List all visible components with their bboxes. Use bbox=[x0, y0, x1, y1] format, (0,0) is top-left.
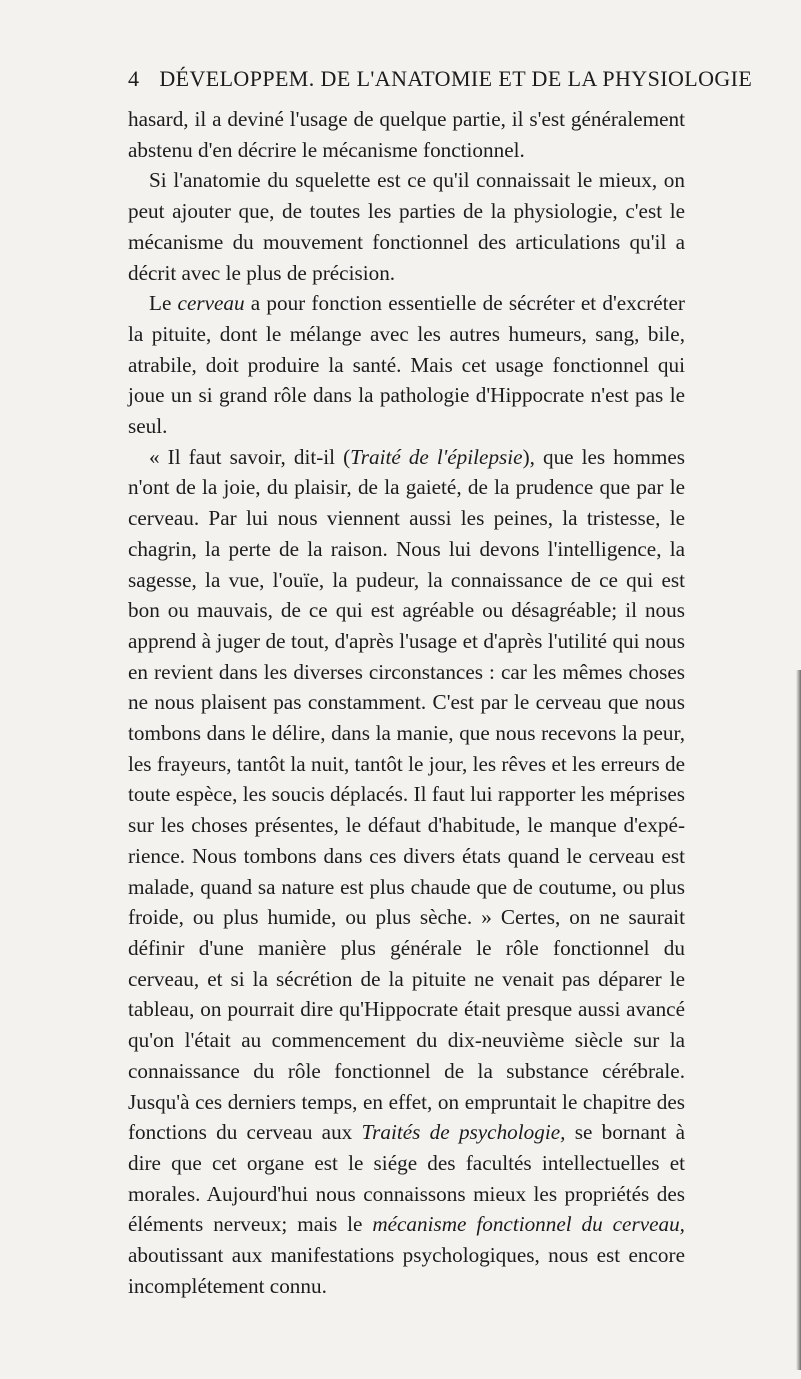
italic-run: cerveau bbox=[177, 291, 245, 316]
text-run: aboutissant aux manifestations psychologiques, nous est encore incomplétement connu. bbox=[128, 1243, 685, 1298]
paragraph bbox=[128, 165, 685, 288]
text-run: se bornant à dire que cet organe est le siége des facultés intellectuelles et morales. Aujourd'hui nous connaissons mieux les propriétés des éléments nerveux; mais le bbox=[128, 1120, 685, 1237]
text-run: a pour fonction essentielle de sécréter et d'excréter la pituite, dont le mélange avec les autres humeurs, sang, bile, atrabile, doit produire la santé. Mais cet usage fonctionnel qui joue un si grand rôle dans la pathologie d'Hippocrate n'est pas le seul. bbox=[128, 291, 685, 439]
paragraph bbox=[128, 104, 685, 165]
paragraph bbox=[128, 288, 685, 442]
text-run: « Il faut savoir, dit-il ( bbox=[149, 444, 351, 469]
running-title: DÉVELOPPEM. DE L'ANATOMIE ET DE LA PHYSIOLOGIE bbox=[159, 66, 753, 91]
italic-run: mécanisme fonctionnel du cerveau, bbox=[372, 1212, 685, 1237]
page-edge-shadow bbox=[796, 670, 801, 1370]
text-run: hasard, il a deviné l'usage de quelque partie, il s'est généralement abstenu d'en décrire le mécanisme fonctionnel. bbox=[128, 107, 685, 162]
page-number: 4 bbox=[128, 66, 140, 91]
text-run: Si l'anatomie du squelette est ce qu'il connaissait le mieux, on peut ajouter que, de toutes les parties de la physiologie, c'est le mécanisme du mouvement fonctionnel des articulations qu'il a décrit avec le plus de précision. bbox=[128, 168, 685, 285]
italic-run: Traité de l'épilepsie bbox=[350, 444, 523, 469]
italic-run: Traités de psychologie, bbox=[361, 1120, 566, 1145]
paragraph bbox=[128, 442, 685, 1302]
running-header bbox=[128, 66, 753, 92]
text-run: ), que les hommes n'ont de la joie, du plaisir, de la gaieté, de la prudence que par le cerveau. Par lui nous viennent aussi les peines, la tristesse, le chagrin, la perte de la raison. Nous lui devons l'intelligence, la sagesse, la vue, l'ouïe, la pudeur, la connaissance de ce qui est bon ou mauvais, de ce qui est agréable ou désagréable; il nous apprend à juger de tout, d'après l'usage et d'après l'utilité qui nous en revient dans les diverses circonstances : car les mêmes choses ne nous plaisent pas constamment. C'est par le cerveau que nous tombons dans le délire, dans la manie, que nous recevons la peur, les frayeurs, tantôt la nuit, tantôt le jour, les rêves et les erreurs de toute espèce, les soucis déplacés. Il faut lui rapporter les méprises sur les choses présentes, le défaut d'habitude, le manque d'expérience. Nous tombons dans ces divers états quand le cerveau est malade, quand sa nature est plus chaude que de coutume, ou plus froide, ou plus humide, ou plus sèche. » Certes, on ne saurait définir d'une manière plus générale le rôle fonctionnel du cerveau, et si la sécrétion de la pituite ne venait pas déparer le tableau, on pourrait dire qu'Hippocrate était presque aussi avancé qu'on l'était au commencement du dix-neuvième siècle sur la connaissance du rôle fonctionnel de la substance cérébrale. Jusqu'à ces derniers temps, en effet, on empruntait le chapitre des fonctions du cerveau aux bbox=[128, 444, 685, 1145]
text-run: Le bbox=[149, 291, 178, 316]
body-text bbox=[128, 104, 685, 1301]
